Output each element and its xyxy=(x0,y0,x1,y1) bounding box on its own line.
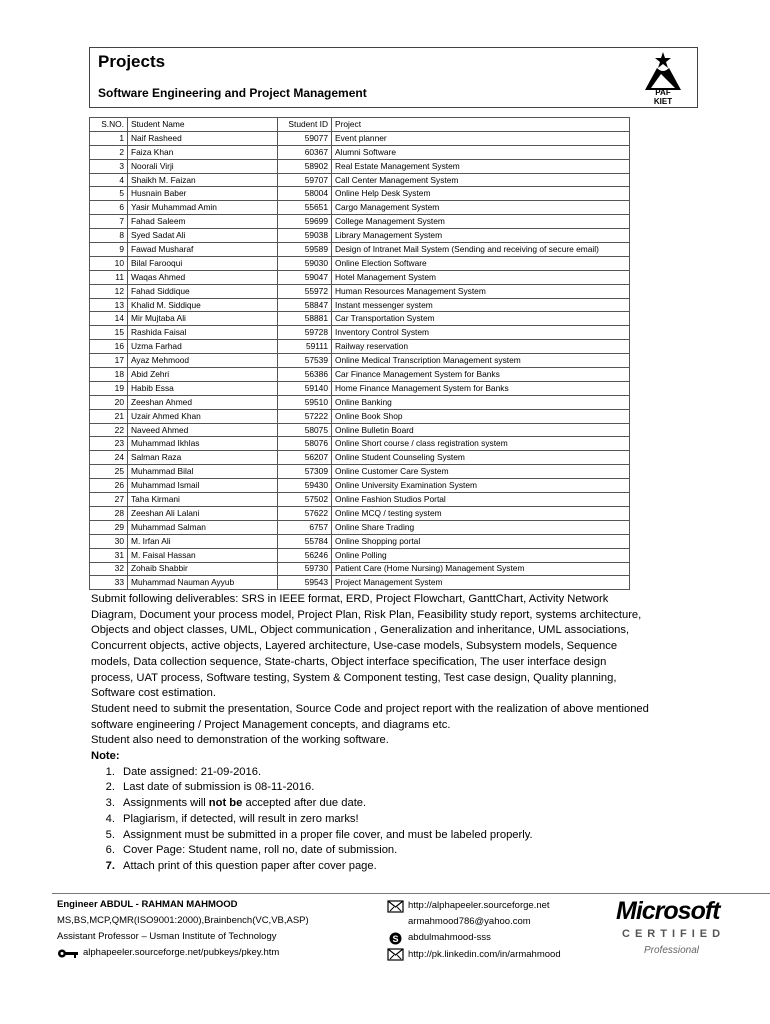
row-sno: 12 xyxy=(90,284,128,298)
row-project: Online Customer Care System xyxy=(332,465,630,479)
table-row xyxy=(90,548,630,562)
skype-id[interactable]: abdulmahmood-sss xyxy=(408,932,491,944)
row-project: Online Election Software xyxy=(332,256,630,270)
page-subtitle: Software Engineering and Project Management xyxy=(98,86,367,100)
row-student-name: Rashida Faisal xyxy=(128,326,278,340)
row-project: Car Finance Management System for Banks xyxy=(332,368,630,382)
row-project: Project Management System xyxy=(332,576,630,590)
linkedin-link[interactable]: http://pk.linkedin.com/in/armahmood xyxy=(408,948,561,960)
table-row xyxy=(90,409,630,423)
note-text-pre: Assignments will xyxy=(123,797,209,810)
row-student-name: Fawad Musharaf xyxy=(128,243,278,257)
row-project: Online Book Shop xyxy=(332,409,630,423)
row-sno: 24 xyxy=(90,451,128,465)
row-sno: 11 xyxy=(90,270,128,284)
row-student-name: Khalid M. Siddique xyxy=(128,298,278,312)
row-student-id: 58881 xyxy=(278,312,332,326)
row-student-name: Muhammad Ikhlas xyxy=(128,437,278,451)
pkey-row xyxy=(57,945,309,961)
note-text xyxy=(123,812,359,828)
table-row xyxy=(90,243,630,257)
row-student-id: 57222 xyxy=(278,409,332,423)
note-text xyxy=(123,843,397,859)
note-number: 6. xyxy=(105,844,115,857)
row-student-id: 59728 xyxy=(278,326,332,340)
row-student-name: Abid Zehri xyxy=(128,368,278,382)
row-sno: 32 xyxy=(90,562,128,576)
note-item xyxy=(91,828,651,844)
row-project: Online Student Counseling System xyxy=(332,451,630,465)
row-student-id: 59510 xyxy=(278,395,332,409)
row-sno: 22 xyxy=(90,423,128,437)
logo-text-paf: PAF xyxy=(655,88,671,97)
row-student-id: 59077 xyxy=(278,131,332,145)
author-qualifications: MS,BS,MCP,QMR(ISO9001:2000),Brainbench(VC,VB,ASP) xyxy=(57,915,309,926)
footer-links xyxy=(387,898,561,963)
row-sno: 33 xyxy=(90,576,128,590)
row-sno: 27 xyxy=(90,493,128,507)
table-row xyxy=(90,395,630,409)
row-student-name: Muhammad Salman xyxy=(128,520,278,534)
table-row xyxy=(90,368,630,382)
table-row xyxy=(90,437,630,451)
row-student-name: Fahad Saleem xyxy=(128,215,278,229)
table-row xyxy=(90,215,630,229)
row-student-id: 57622 xyxy=(278,506,332,520)
row-student-name: Bilal Farooqui xyxy=(128,256,278,270)
row-sno: 15 xyxy=(90,326,128,340)
note-number: 3. xyxy=(105,797,115,810)
table-header-row xyxy=(90,118,630,132)
table-row xyxy=(90,256,630,270)
row-student-id: 59038 xyxy=(278,229,332,243)
row-student-name: Zohaib Shabbir xyxy=(128,562,278,576)
row-sno: 18 xyxy=(90,368,128,382)
paf-kiet-logo xyxy=(635,50,691,106)
row-student-id: 59589 xyxy=(278,243,332,257)
row-student-name: Shaikh M. Faizan xyxy=(128,173,278,187)
row-project: Call Center Management System xyxy=(332,173,630,187)
table-row xyxy=(90,354,630,368)
row-student-id: 56207 xyxy=(278,451,332,465)
row-student-id: 60367 xyxy=(278,145,332,159)
row-student-name: Muhammad Ismail xyxy=(128,479,278,493)
note-text xyxy=(123,765,261,781)
row-student-id: 59047 xyxy=(278,270,332,284)
row-student-id: 55784 xyxy=(278,534,332,548)
row-project: Event planner xyxy=(332,131,630,145)
notes-list xyxy=(91,765,651,875)
note-item xyxy=(91,812,651,828)
row-student-name: Muhammad Nauman Ayyub xyxy=(128,576,278,590)
row-student-id: 55651 xyxy=(278,201,332,215)
row-sno: 21 xyxy=(90,409,128,423)
table-row xyxy=(90,312,630,326)
pkey-link[interactable]: alphapeeler.sourceforge.net/pubkeys/pkey.htm xyxy=(83,947,280,958)
row-project: Library Management System xyxy=(332,229,630,243)
row-project: Online Banking xyxy=(332,395,630,409)
row-student-id: 58076 xyxy=(278,437,332,451)
row-project: Design of Intranet Mail System (Sending and receiving of secure email) xyxy=(332,243,630,257)
row-sno: 8 xyxy=(90,229,128,243)
row-student-id: 59111 xyxy=(278,340,332,354)
row-project: Online Short course / class registration system xyxy=(332,437,630,451)
author-position: Assistant Professor – Usman Institute of Technology xyxy=(57,931,277,942)
note-text-pre: Assignment must be submitted in a proper file cover, and must be labeled properly. xyxy=(123,828,533,841)
note-text xyxy=(123,796,366,812)
row-student-name: Habib Essa xyxy=(128,381,278,395)
row-sno: 5 xyxy=(90,187,128,201)
microsoft-certified-logo xyxy=(614,895,746,959)
row-sno: 9 xyxy=(90,243,128,257)
row-student-name: Uzma Farhad xyxy=(128,340,278,354)
note-text-pre: Date assigned: 21-09-2016. xyxy=(123,765,262,778)
logo-text-kiet: KIET xyxy=(653,97,673,106)
row-student-name: Ayaz Mehmood xyxy=(128,354,278,368)
note-item xyxy=(91,796,651,812)
row-student-id: 56246 xyxy=(278,548,332,562)
row-student-name: Uzair Ahmed Khan xyxy=(128,409,278,423)
note-text-pre: Cover Page: Student name, roll no, date of submission. xyxy=(123,844,398,857)
row-student-name: M. Irfan Ali xyxy=(128,534,278,548)
note-item xyxy=(91,780,651,796)
row-student-name: Muhammad Bilal xyxy=(128,465,278,479)
note-number: 1. xyxy=(105,765,115,778)
table-row xyxy=(90,451,630,465)
row-student-name: Salman Raza xyxy=(128,451,278,465)
page-title: Projects xyxy=(98,52,166,71)
note-item xyxy=(91,859,651,875)
row-student-name: Fahad Siddique xyxy=(128,284,278,298)
ms-logo-professional: Professional xyxy=(644,945,700,956)
row-student-id: 59030 xyxy=(278,256,332,270)
note-text-post: accepted after due date. xyxy=(242,797,367,810)
table-row xyxy=(90,534,630,548)
note-item xyxy=(91,765,651,781)
row-project: Instant messenger system xyxy=(332,298,630,312)
row-project: Online Fashion Studios Portal xyxy=(332,493,630,507)
row-project: Inventory Control System xyxy=(332,326,630,340)
row-sno: 30 xyxy=(90,534,128,548)
row-sno: 2 xyxy=(90,145,128,159)
table-row xyxy=(90,131,630,145)
note-label: Note: xyxy=(91,750,120,763)
row-project: Online Polling xyxy=(332,548,630,562)
row-sno: 17 xyxy=(90,354,128,368)
students-table xyxy=(89,117,630,590)
row-student-name: Noorali Virji xyxy=(128,159,278,173)
row-student-id: 59543 xyxy=(278,576,332,590)
table-row xyxy=(90,201,630,215)
row-sno: 4 xyxy=(90,173,128,187)
row-project: Online Medical Transcription Management system xyxy=(332,354,630,368)
row-student-id: 59730 xyxy=(278,562,332,576)
row-student-name: M. Faisal Hassan xyxy=(128,548,278,562)
note-text xyxy=(123,859,377,875)
linkedin-mail-icon xyxy=(387,948,404,961)
row-sno: 6 xyxy=(90,201,128,215)
row-student-name: Taha Kirmani xyxy=(128,493,278,507)
table-row xyxy=(90,479,630,493)
note-text-pre: Last date of submission is 08-11-2016. xyxy=(123,781,315,794)
table-row xyxy=(90,270,630,284)
row-project: Online Bulletin Board xyxy=(332,423,630,437)
header-student-name: Student Name xyxy=(128,118,278,132)
row-student-id: 56386 xyxy=(278,368,332,382)
note-text xyxy=(123,828,533,844)
note-number: 5. xyxy=(105,828,115,841)
table-row xyxy=(90,187,630,201)
row-sno: 29 xyxy=(90,520,128,534)
row-student-id: 59707 xyxy=(278,173,332,187)
row-project: Cargo Management System xyxy=(332,201,630,215)
table-row xyxy=(90,173,630,187)
note-number: 7. xyxy=(105,859,115,872)
author-name: Engineer ABDUL - RAHMAN MAHMOOD xyxy=(57,899,238,910)
row-sno: 20 xyxy=(90,395,128,409)
row-project: Online University Examination System xyxy=(332,479,630,493)
row-student-name: Naveed Ahmed xyxy=(128,423,278,437)
row-student-id: 58075 xyxy=(278,423,332,437)
table-row xyxy=(90,298,630,312)
footer-contact xyxy=(57,897,309,961)
row-project: Hotel Management System xyxy=(332,270,630,284)
website-link[interactable]: http://alphapeeler.sourceforge.net xyxy=(408,900,550,911)
row-sno: 31 xyxy=(90,548,128,562)
table-row xyxy=(90,326,630,340)
row-sno: 19 xyxy=(90,381,128,395)
ms-logo-word: Microsoft xyxy=(616,897,720,925)
row-student-name: Husnain Baber xyxy=(128,187,278,201)
row-sno: 28 xyxy=(90,506,128,520)
note-text-pre: Plagiarism, if detected, will result in zero marks! xyxy=(123,812,359,825)
row-student-id: 58902 xyxy=(278,159,332,173)
row-student-id: 55972 xyxy=(278,284,332,298)
table-row xyxy=(90,423,630,437)
ms-logo-certified: CERTIFIED xyxy=(622,928,726,940)
header-student-id: Student ID xyxy=(278,118,332,132)
row-sno: 3 xyxy=(90,159,128,173)
row-student-id: 57502 xyxy=(278,493,332,507)
table-row xyxy=(90,381,630,395)
row-student-id: 57539 xyxy=(278,354,332,368)
table-row xyxy=(90,520,630,534)
table-row xyxy=(90,284,630,298)
row-student-name: Faiza Khan xyxy=(128,145,278,159)
demonstration-paragraph: Student also need to demonstration of the working software. xyxy=(91,734,389,747)
row-sno: 26 xyxy=(90,479,128,493)
table-row xyxy=(90,229,630,243)
row-project: Real Estate Management System xyxy=(332,159,630,173)
row-project: Human Resources Management System xyxy=(332,284,630,298)
row-student-id: 58004 xyxy=(278,187,332,201)
row-project: Online Share Trading xyxy=(332,520,630,534)
note-number: 2. xyxy=(105,781,115,794)
row-student-name: Syed Sadat Ali xyxy=(128,229,278,243)
row-sno: 7 xyxy=(90,215,128,229)
note-item xyxy=(91,843,651,859)
mail-blank-icon xyxy=(387,916,404,929)
table-row xyxy=(90,159,630,173)
row-student-id: 57309 xyxy=(278,465,332,479)
row-project: Patient Care (Home Nursing) Management System xyxy=(332,562,630,576)
header-sno: S.NO. xyxy=(90,118,128,132)
table-row xyxy=(90,493,630,507)
assignment-body xyxy=(91,592,651,875)
key-icon xyxy=(57,947,79,960)
note-text xyxy=(123,780,314,796)
table-row xyxy=(90,340,630,354)
row-student-name: Yasir Muhammad Amin xyxy=(128,201,278,215)
header-project: Project xyxy=(332,118,630,132)
email-link[interactable]: armahmood786@yahoo.com xyxy=(408,916,531,928)
row-student-name: Mir Mujtaba Ali xyxy=(128,312,278,326)
note-text-bold: not be xyxy=(208,797,243,810)
presentation-paragraph: Student need to submit the presentation, Source Code and project report with the realization of above mentioned software engineering / Project Management concepts, and diagrams etc. xyxy=(91,702,649,731)
table-row xyxy=(90,576,630,590)
row-student-id: 58847 xyxy=(278,298,332,312)
row-student-name: Waqas Ahmed xyxy=(128,270,278,284)
note-text-pre: Attach print of this question paper after cover page. xyxy=(123,859,377,872)
row-student-name: Naif Rasheed xyxy=(128,131,278,145)
row-sno: 13 xyxy=(90,298,128,312)
row-project: Online MCQ / testing system xyxy=(332,506,630,520)
row-student-id: 59699 xyxy=(278,215,332,229)
table-row xyxy=(90,145,630,159)
row-project: Online Shopping portal xyxy=(332,534,630,548)
row-sno: 10 xyxy=(90,256,128,270)
row-project: Alumni Software xyxy=(332,145,630,159)
row-project: Car Transportation System xyxy=(332,312,630,326)
note-number: 4. xyxy=(105,812,115,825)
row-sno: 1 xyxy=(90,131,128,145)
row-sno: 16 xyxy=(90,340,128,354)
table-row xyxy=(90,465,630,479)
table-row xyxy=(90,506,630,520)
row-sno: 25 xyxy=(90,465,128,479)
row-project: College Management System xyxy=(332,215,630,229)
row-student-name: Zeeshan Ali Lalani xyxy=(128,506,278,520)
row-student-id: 59140 xyxy=(278,381,332,395)
skype-icon xyxy=(387,932,404,945)
row-project: Home Finance Management System for Banks xyxy=(332,381,630,395)
header-box xyxy=(89,47,698,108)
row-project: Railway reservation xyxy=(332,340,630,354)
svg-text:S: S xyxy=(392,934,399,944)
deliverables-paragraph: Submit following deliverables: SRS in IEEE format, ERD, Project Flowchart, GanttChart, Activity Network Diagram, Document your process model, Project Plan, Risk Plan, Feasibility study report, systems architecture, Objects and object classes, UML, Object communication , Generalization and inheritance, UML associations, Concurrent objects, active objects, Layered architecture, Use-case models, Subsystem models, Sequence models, Data collection sequence, State-charts, Object interface specification, The user interface design process, UAT process, Software testing, System & Component testing, Test case design, Quality planning, Software cost estimation. xyxy=(91,593,642,700)
row-student-id: 6757 xyxy=(278,520,332,534)
row-sno: 14 xyxy=(90,312,128,326)
row-sno: 23 xyxy=(90,437,128,451)
row-project: Online Help Desk System xyxy=(332,187,630,201)
row-student-id: 59430 xyxy=(278,479,332,493)
email-web-icon xyxy=(387,900,404,913)
table-row xyxy=(90,562,630,576)
footer-divider xyxy=(52,893,770,894)
row-student-name: Zeeshan Ahmed xyxy=(128,395,278,409)
